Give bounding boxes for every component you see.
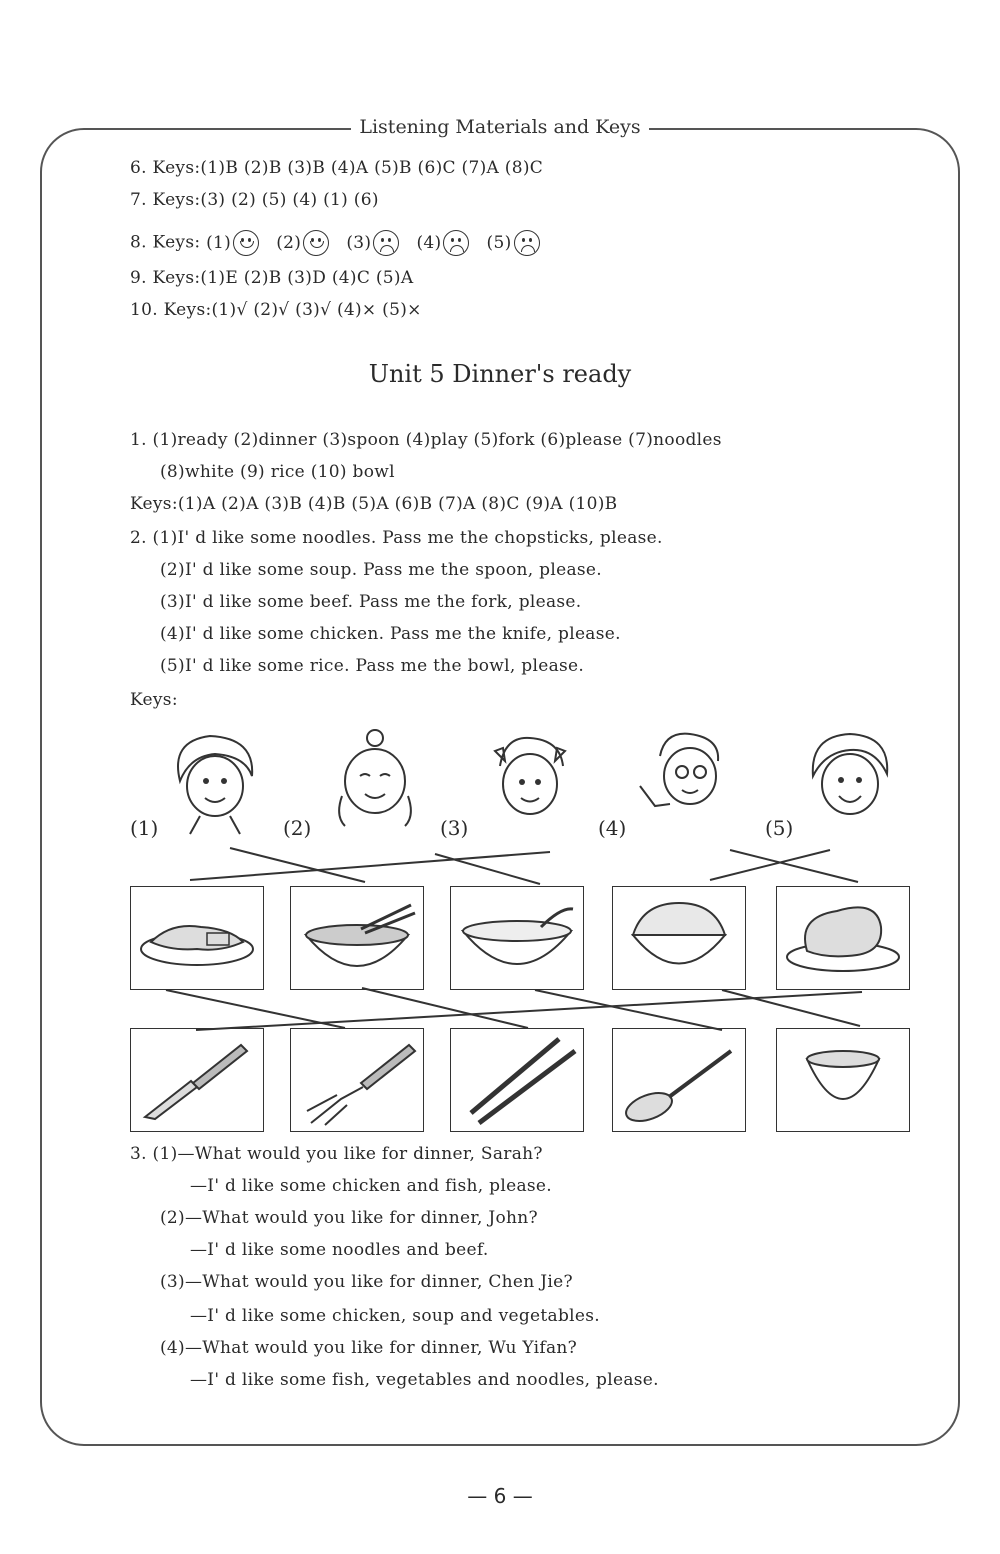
sad-face-icon	[443, 230, 469, 256]
q3-line: 3. (1)—What would you like for dinner, Sarah?	[130, 1144, 543, 1164]
q8-item: (4)	[416, 233, 469, 253]
q2-line: (2)I' d like some soup. Pass me the spoon, please.	[160, 560, 602, 580]
pic-label: (5)	[765, 816, 794, 840]
q8-item: (3)	[346, 233, 399, 253]
sad-face-icon	[514, 230, 540, 256]
child-4-illustration	[630, 726, 740, 836]
q3-line: —I' d like some chicken and fish, please.	[190, 1176, 552, 1196]
food-box-rice	[612, 886, 746, 990]
food-box-beef	[130, 886, 264, 990]
q3-line: (4)—What would you like for dinner, Wu Yifan?	[160, 1338, 578, 1358]
food-box-noodles	[290, 886, 424, 990]
q2-line: (4)I' d like some chicken. Pass me the knife, please.	[160, 624, 621, 644]
q8-item: (1)	[206, 233, 259, 253]
noodles-icon	[291, 887, 423, 989]
q8-item: (2)	[276, 233, 329, 253]
utensil-box-fork	[290, 1028, 424, 1132]
q2-line: (3)I' d like some beef. Pass me the fork, please.	[160, 592, 582, 612]
q2-keys-label: Keys:	[130, 690, 178, 710]
smile-face-icon	[233, 230, 259, 256]
beef-icon	[131, 887, 263, 989]
utensil-box-chopsticks	[450, 1028, 584, 1132]
q9-keys: 9. Keys:(1)E (2)B (3)D (4)C (5)A	[130, 268, 414, 288]
soup-icon	[451, 887, 583, 989]
q7-keys: 7. Keys:(3) (2) (5) (4) (1) (6)	[130, 190, 379, 210]
pic-label: (3)	[440, 816, 469, 840]
q1-line2: (8)white (9) rice (10) bowl	[160, 462, 395, 482]
header-title: Listening Materials and Keys	[351, 116, 648, 138]
sad-face-icon	[373, 230, 399, 256]
child-5-illustration	[795, 726, 905, 836]
q2-line: (5)I' d like some rice. Pass me the bowl, please.	[160, 656, 585, 676]
q3-line: —I' d like some fish, vegetables and noodles, please.	[190, 1370, 659, 1390]
utensil-box-spoon	[612, 1028, 746, 1132]
page-header	[0, 116, 1000, 138]
q1-keys: Keys:(1)A (2)A (3)B (4)B (5)A (6)B (7)A (8)C (9)A (10)B	[130, 494, 618, 514]
q10-keys: 10. Keys:(1)√ (2)√ (3)√ (4)× (5)×	[130, 300, 422, 320]
q1-line1: 1. (1)ready (2)dinner (3)spoon (4)play (5)fork (6)please (7)noodles	[130, 430, 722, 450]
child-1-illustration	[160, 726, 270, 836]
pic-label: (1)	[130, 816, 159, 840]
knife-icon	[131, 1029, 263, 1131]
q3-line: —I' d like some noodles and beef.	[190, 1240, 489, 1260]
fork-icon	[291, 1029, 423, 1131]
chicken-icon	[777, 887, 909, 989]
food-box-soup	[450, 886, 584, 990]
pic-label: (2)	[283, 816, 312, 840]
pic-label: (4)	[598, 816, 627, 840]
unit-title: Unit 5 Dinner's ready	[368, 360, 632, 388]
page-number: — 6 —	[467, 1484, 533, 1508]
q8-item: (5)	[487, 233, 540, 253]
q3-line: —I' d like some chicken, soup and vegetables.	[190, 1306, 600, 1326]
q2-line: 2. (1)I' d like some noodles. Pass me the chopsticks, please.	[130, 528, 663, 548]
child-2-illustration	[320, 726, 430, 836]
spoon-icon	[613, 1029, 745, 1131]
q8-prefix: 8. Keys:	[130, 232, 201, 253]
q6-keys: 6. Keys:(1)B (2)B (3)B (4)A (5)B (6)C (7)A (8)C	[130, 158, 544, 178]
bowl-icon	[777, 1029, 909, 1131]
q3-line: (3)—What would you like for dinner, Chen Jie?	[160, 1272, 573, 1292]
utensil-box-bowl	[776, 1028, 910, 1132]
q8-keys	[130, 230, 540, 256]
child-3-illustration	[475, 726, 585, 836]
food-box-chicken	[776, 886, 910, 990]
smile-face-icon	[303, 230, 329, 256]
utensil-box-knife	[130, 1028, 264, 1132]
rice-icon	[613, 887, 745, 989]
chopsticks-icon	[451, 1029, 583, 1131]
q3-line: (2)—What would you like for dinner, John?	[160, 1208, 538, 1228]
